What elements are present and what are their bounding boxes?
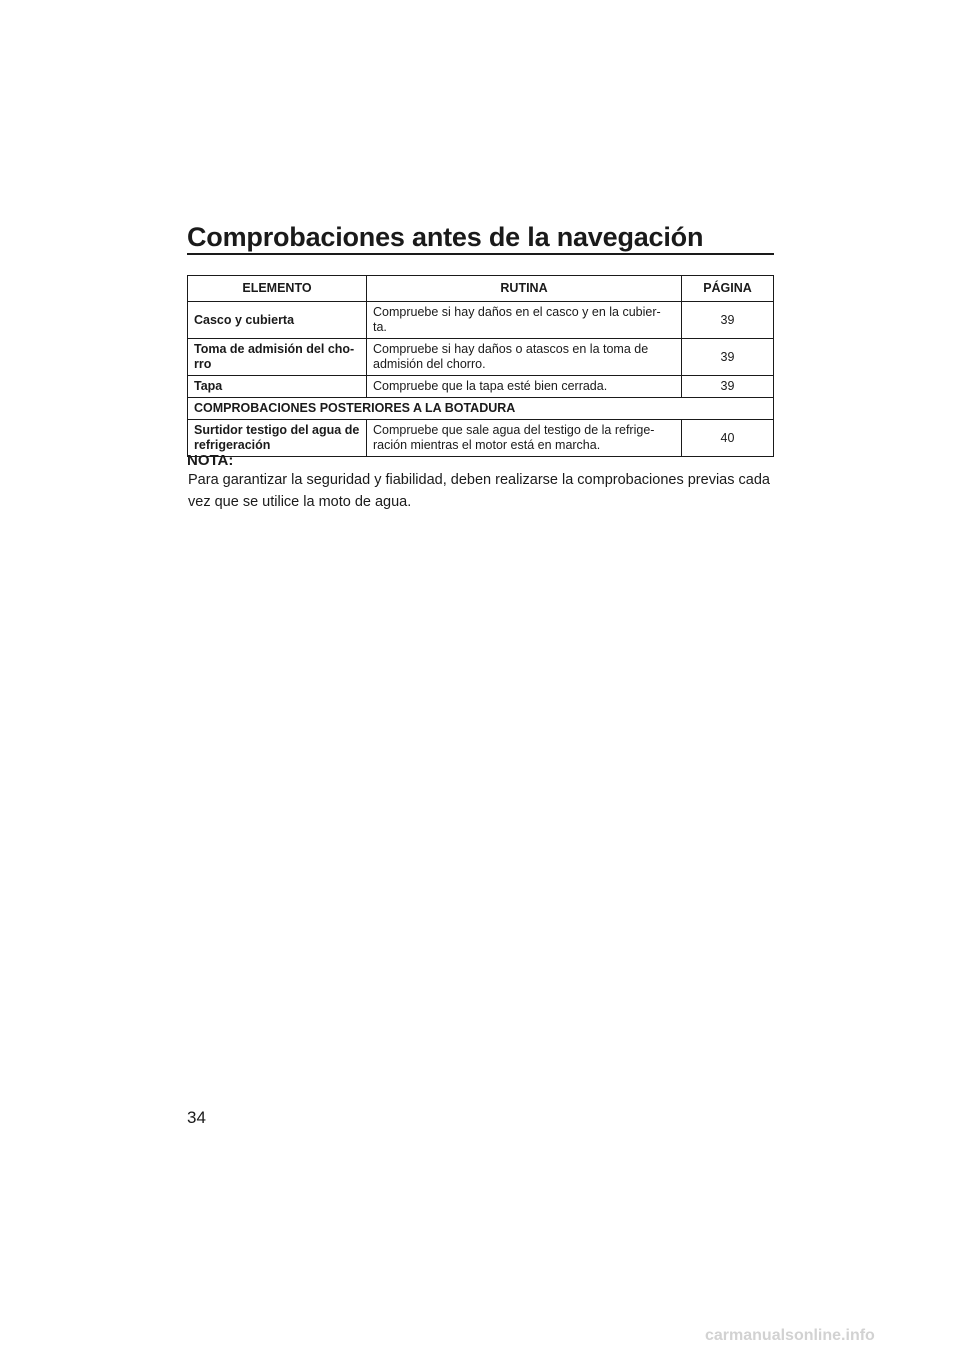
note-heading: NOTA: xyxy=(187,452,234,469)
row-item: Surtidor testigo del agua de refrigeración xyxy=(188,420,367,457)
row-routine: Compruebe que la tapa esté bien cerrada. xyxy=(367,376,682,398)
table-section-row xyxy=(188,398,774,420)
row-page: 39 xyxy=(682,339,774,376)
row-item: Toma de admisión del cho- rro xyxy=(188,339,367,376)
table-header-row xyxy=(188,276,774,302)
table-row xyxy=(188,302,774,339)
page-title: Comprobaciones antes de la navegación xyxy=(187,222,704,252)
table-row xyxy=(188,376,774,398)
row-page: 39 xyxy=(682,376,774,398)
row-routine: Compruebe si hay daños en el casco y en la cubier- ta. xyxy=(367,302,682,339)
table-row xyxy=(188,420,774,457)
header-page: PÁGINA xyxy=(682,276,774,302)
row-routine: Compruebe si hay daños o atascos en la toma de admisión del chorro. xyxy=(367,339,682,376)
row-item: Casco y cubierta xyxy=(188,302,367,339)
table-row xyxy=(188,339,774,376)
pre-launch-check-table xyxy=(187,275,774,457)
note-text: Para garantizar la seguridad y fiabilidad, deben realizarse la comprobaciones previas cada vez que se utilice la moto de agua. xyxy=(188,472,770,510)
row-item: Tapa xyxy=(188,376,367,398)
row-page: 39 xyxy=(682,302,774,339)
row-routine: Compruebe que sale agua del testigo de la refrige- ración mientras el motor está en marcha. xyxy=(367,420,682,457)
watermark: carmanualsonline.info xyxy=(705,1327,875,1344)
header-routine: RUTINA xyxy=(367,276,682,302)
section-heading: COMPROBACIONES POSTERIORES A LA BOTADURA xyxy=(188,398,774,420)
title-underline xyxy=(187,253,774,255)
header-item: ELEMENTO xyxy=(188,276,367,302)
row-page: 40 xyxy=(682,420,774,457)
page-number: 34 xyxy=(187,1108,206,1127)
